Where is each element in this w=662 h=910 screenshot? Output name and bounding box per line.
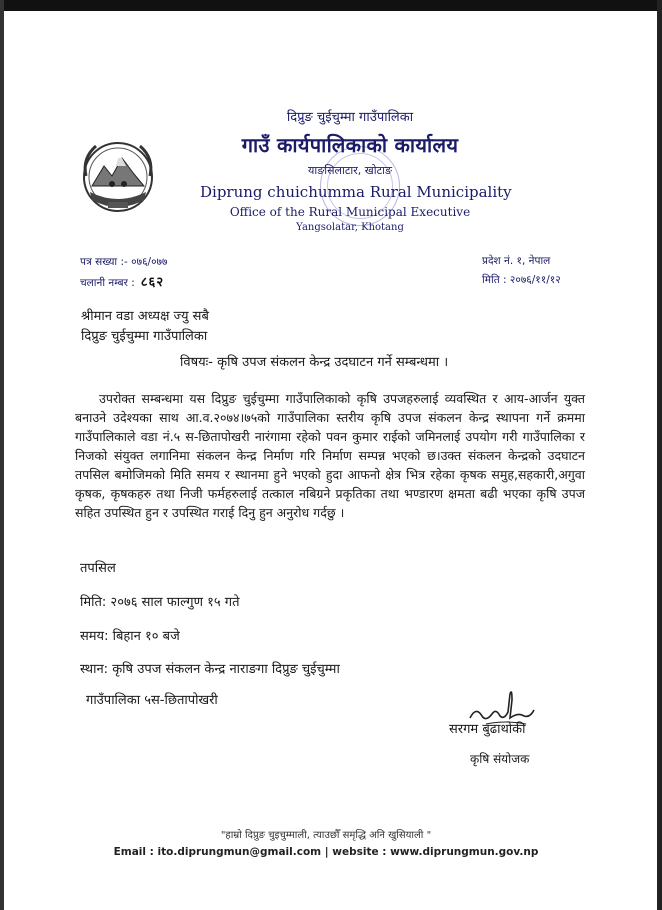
location-en: Yangsolatar, Khotang: [296, 222, 404, 233]
addressee-line-1: श्रीमान वडा अध्यक्ष ज्यु सबै: [81, 309, 209, 324]
location-np: याङसिलाटार, खोटाङ: [308, 164, 392, 177]
signatory-title: कृषि संयोजक: [470, 752, 530, 766]
details-heading: तपसिल: [80, 561, 116, 576]
office-name-en: Office of the Rural Municipal Executive: [229, 205, 471, 219]
footer-contact: Email : ito.diprungmun@gmail.com | website : www.diprungmun.gov.np: [113, 846, 539, 858]
dispatch-value: ८६२: [140, 275, 165, 290]
event-place: स्थान: कृषि उपज संकलन केन्द्र नाराङगा दिप्रुङ चुईचुम्मा: [80, 662, 340, 677]
municipality-name-np: दिप्रुङ चुईचुम्मा गाउँपालिका: [286, 110, 414, 125]
dispatch-label: चलानी नम्बर :: [80, 277, 135, 289]
letter-number: पत्र सख्या :- ०७६/०७७: [80, 256, 168, 268]
dispatch-number: [80, 272, 164, 290]
signatory-name: सरगम बुढाथोकी: [449, 722, 526, 737]
letter-body: [75, 389, 585, 522]
footer-slogan: "हाम्रो दिप्रुङ चुइचुम्माली, त्याउछौँ समृद्धि अनि खुसियाली ": [220, 830, 432, 841]
municipality-name-en: Diprung chuichumma Rural Municipality: [200, 183, 512, 201]
event-place-continued: गाउँपालिका ५स-छितापोखरी: [86, 693, 218, 708]
scan-edge-right: [657, 0, 662, 910]
scan-edge-top: [0, 0, 662, 11]
letter-subject: विषयः- कृषि उपज संकलन केन्द्र उदघाटन गर्ने सम्बन्धमा ।: [180, 355, 449, 370]
addressee-line-2: दिप्रुङ चुईचुम्मा गाउँपालिका: [81, 329, 208, 344]
event-time: समय: बिहान १० बजे: [80, 629, 180, 644]
letter-date: मिति : २०७६/११/१२: [482, 274, 561, 286]
body-paragraph: उपरोक्त सम्बन्धमा यस दिप्रुङ चुईचुम्मा गाउँपालिकाको कृषि उपजहरुलाई व्यवस्थित र आय-आर्जन युक्त बनाउने उदेश्यका साथ आ.व.२०७४।७५को गाउँपालिका स्तरीय कृषि उपज संकलन केन्द्र स्थापना गर्ने क्रममा गाउँपालिकाले वडा नं.५ स-छितापोखरी नारंगामा रहेको पवन कुमार राईको जमिनलाई उपयोग गरी गाउँपालिका र निजको संयुक्त लगानिमा संकलन केन्द्र निर्माण गरि निर्माण सम्पन्न भएको छ।उक्त संकलन केन्द्रको उदघाटन तपसिल बमोजिमको मिति समय र स्थानमा हुने भएको हुदा आफनो क्षेत्र भित्र रहेका कृषक समुह,सहकारी,अगुवा कृषक, कृषकहरु तथा निजी फर्महरुलाई तत्काल नबिग्रने प्रकृतिका तथा भण्डारण क्षमता बढी भएका कृषि उपज सहित उपस्थित हुन र उपस्थित गराई दिनु हुन अनुरोध गर्दछु ।: [75, 391, 585, 520]
province-label: प्रदेश नं. १, नेपाल: [482, 255, 551, 267]
nepal-emblem-icon: [78, 136, 158, 218]
office-name-np: गाउँ कार्यपालिकाको कार्यालय: [241, 133, 459, 157]
event-date: मिति: २०७६ साल फाल्गुण १५ गते: [80, 595, 240, 610]
